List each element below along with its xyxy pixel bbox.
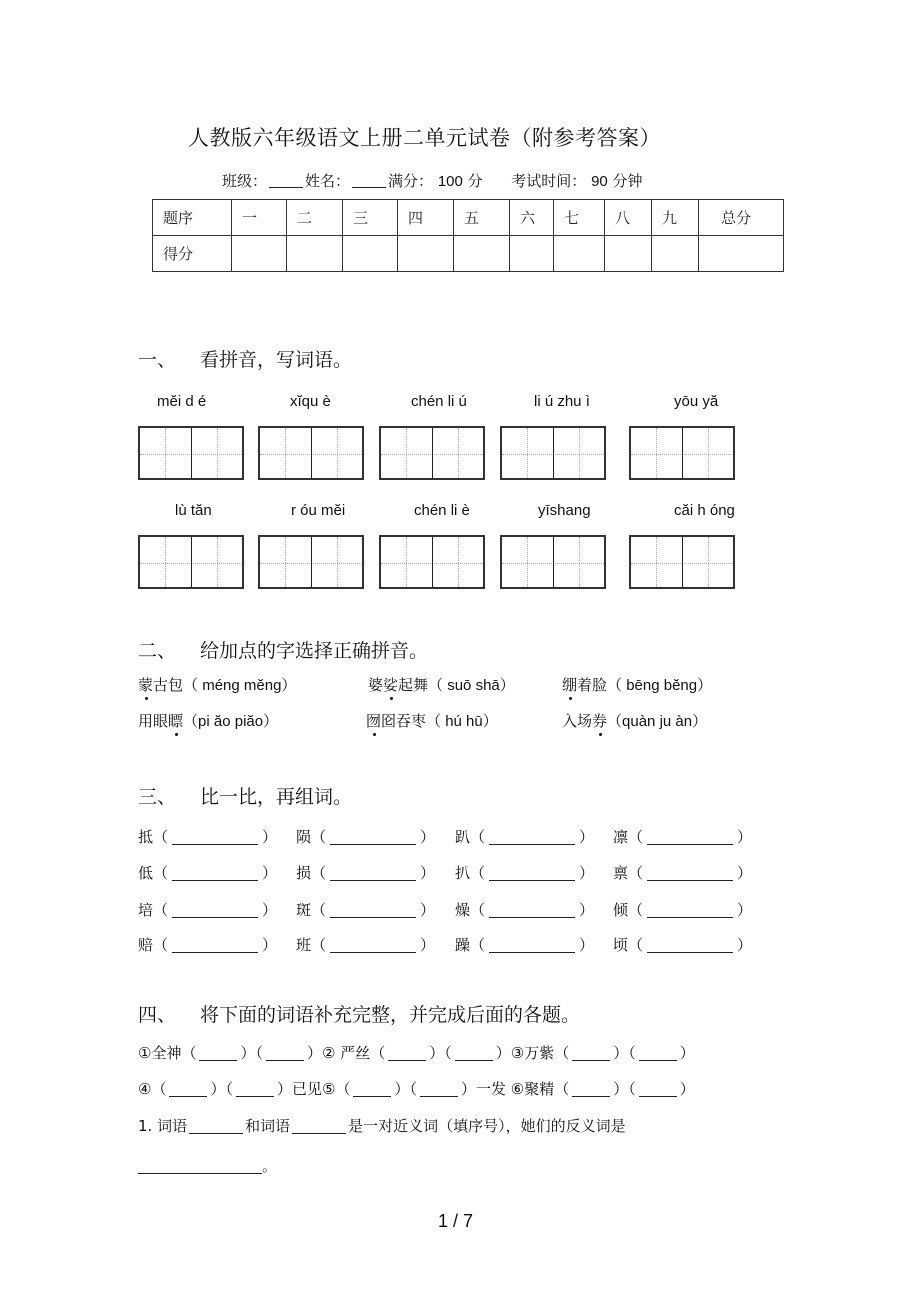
section-3-heading [138,782,352,809]
idiom-blank[interactable] [572,1096,610,1097]
pinyin-label: yīshang [538,502,591,519]
pinyin-label: li ú zhu ì [534,393,590,410]
header-cell: 总分 [699,200,784,236]
word-text: 囵吞枣 [381,712,427,730]
character: 倾 [613,901,629,919]
name-label: 姓名： [305,172,351,190]
section-title: 比一比，再组词。 [200,786,353,808]
idiom-blank[interactable] [388,1060,426,1061]
score-cell[interactable] [605,236,652,272]
pinyin-choice-item [562,710,707,731]
character: 培 [138,901,154,919]
pinyin-options[interactable]: （ méng mĕng） [183,677,297,694]
idiom-blank[interactable] [572,1060,610,1061]
word-text: 婆 [368,676,384,694]
score-cell[interactable] [398,236,454,272]
writing-grid[interactable] [500,535,606,589]
compare-item: 培（ ） [138,901,278,919]
idiom-line-1: ①全神（ ）（ ）② 严丝（ ）（ ）③万紫（ ）（ ） [138,1044,695,1062]
pinyin-label: chén li è [414,502,470,519]
pinyin-options[interactable]: （ bēng bĕng） [607,677,713,694]
time-unit: 分钟 [612,172,643,190]
section-number: 一、 [138,349,177,371]
dotted-character: 囫 [366,712,382,730]
idiom-blank[interactable] [420,1096,458,1097]
header-cell: 二 [287,200,343,236]
score-cell[interactable] [343,236,398,272]
writing-grid[interactable] [258,426,364,480]
antonym-blank[interactable] [138,1173,262,1174]
pinyin-options[interactable]: （ suō shā） [428,677,515,694]
header-cell: 六 [510,200,554,236]
pinyin-choice-item [562,674,712,695]
full-score-unit: 分 [467,172,483,190]
answer-blank[interactable] [189,1133,243,1134]
writing-grid[interactable] [138,426,244,480]
character: 斑 [296,901,312,919]
section-number: 四、 [138,1004,177,1026]
dotted-character: 瞟 [168,712,184,730]
section-title: 将下面的词语补充完整，并完成后面的各题。 [200,1004,581,1026]
time-label: 考试时间： [511,172,587,190]
pinyin-choice-item [366,710,498,731]
writing-grid[interactable] [629,535,735,589]
score-row-label: 得分 [153,236,232,272]
compare-item: 扒（ ） [455,864,595,882]
word-blank[interactable] [330,917,416,918]
full-score-value: 100 [437,173,463,190]
idiom-blank[interactable] [236,1096,274,1097]
score-cell[interactable] [699,236,784,272]
dotted-character: 蒙 [138,676,154,694]
header-cell: 七 [554,200,605,236]
character: 赔 [138,936,154,954]
idiom-blank[interactable] [639,1060,677,1061]
pinyin-label: căi h óng [674,502,735,519]
score-cell[interactable] [287,236,343,272]
full-score-label: 满分： [388,172,434,190]
character: 班 [296,936,312,954]
character: 损 [296,864,312,882]
time-value: 90 [591,173,608,190]
header-cell: 题序 [153,200,232,236]
pinyin-options[interactable]: （quàn ju àn） [607,713,708,730]
question-text: 和词语 [245,1117,291,1135]
character: 抵 [138,828,154,846]
score-cell[interactable] [232,236,287,272]
section-2-heading [138,636,428,663]
pinyin-label: mĕi d é [157,393,207,410]
compare-item: 斑（ ） [296,901,436,919]
character: 禀 [613,864,629,882]
idiom-text: ①全神 [138,1044,182,1062]
character: 趴 [455,828,471,846]
pinyin-label: xĭqu è [290,393,331,410]
idiom-blank[interactable] [169,1096,207,1097]
writing-grid[interactable] [379,535,485,589]
word-blank[interactable] [489,917,575,918]
page-number: 1 / 7 [438,1211,474,1231]
idiom-text: ④ [138,1080,152,1098]
character: 顷 [613,936,629,954]
score-cell[interactable] [554,236,605,272]
word-blank[interactable] [330,844,416,845]
question-1-answer-line [138,1155,277,1176]
writing-grid[interactable] [258,535,364,589]
character: 躁 [455,936,471,954]
dotted-character: 券 [592,712,608,730]
pinyin-options[interactable]: （ hú hū） [426,713,498,730]
word-blank[interactable] [647,880,733,881]
compare-item: 燥（ ） [455,901,595,919]
pinyin-choice-item [138,710,278,731]
idiom-blank[interactable] [455,1060,493,1061]
section-title: 看拼音，写词语。 [200,349,353,371]
compare-item: 倾（ ） [613,901,753,919]
word-blank[interactable] [489,844,575,845]
period: 。 [262,1157,278,1175]
header-cell: 五 [454,200,510,236]
writing-grid[interactable] [500,426,606,480]
word-blank[interactable] [647,952,733,953]
word-text: 着脸 [577,676,608,694]
idiom-text: ③万紫 [510,1044,555,1062]
word-blank[interactable] [489,880,575,881]
document-title: 人教版六年级语文上册二单元试卷（附参考答案） [188,126,661,150]
compare-item: 顷（ ） [613,936,753,954]
section-number: 二、 [138,640,177,662]
idiom-line-2: ④（ ）（ ）已见⑤（ ）（ ）一发 ⑥聚精（ ）（ ） [138,1080,695,1098]
compare-item: 损（ ） [296,864,436,882]
compare-item: 赔（ ） [138,936,278,954]
header-cell: 八 [605,200,652,236]
section-number: 三、 [138,786,177,808]
word-blank[interactable] [489,952,575,953]
dotted-character: 绷 [562,676,578,694]
idiom-text: 已见⑤ [292,1080,336,1098]
character: 低 [138,864,154,882]
idiom-blank[interactable] [353,1096,391,1097]
question-text: 1. 词语 [138,1117,188,1135]
word-blank[interactable] [172,952,258,953]
compare-item: 躁（ ） [455,936,595,954]
score-cell[interactable] [652,236,699,272]
header-cell: 三 [343,200,398,236]
class-label: 班级： [222,172,268,190]
header-cell: 一 [232,200,287,236]
word-blank[interactable] [330,952,416,953]
pinyin-options[interactable]: （pi ăo piăo） [183,713,279,730]
question-text: 是一对近义词（填序号），她们的反义词是 [348,1117,626,1135]
writing-grid[interactable] [629,426,735,480]
word-text: 用眼 [138,712,169,730]
score-table [152,199,784,272]
score-table-score-row [153,236,784,272]
answer-blank[interactable] [292,1133,346,1134]
character: 凛 [613,828,629,846]
pinyin-choice-item [368,674,515,695]
header-cell: 四 [398,200,454,236]
pinyin-label: chén li ú [411,393,467,410]
writing-grid[interactable] [379,426,485,480]
compare-item: 趴（ ） [455,828,595,846]
name-blank[interactable] [352,187,386,188]
class-blank[interactable] [269,187,303,188]
word-text: 古包 [153,676,184,694]
question-1 [138,1115,626,1136]
section-1-heading [138,345,352,372]
idiom-text: 一发 ⑥聚精 [476,1080,555,1098]
word-blank[interactable] [172,844,258,845]
score-table-header-row [153,200,784,236]
idiom-text: ② 严丝 [322,1044,371,1062]
exam-info-line [222,170,643,191]
dotted-character: 娑 [383,676,399,694]
word-text: 起舞 [398,676,429,694]
word-blank[interactable] [172,880,258,881]
compare-item: 抵（ ） [138,828,278,846]
character: 扒 [455,864,471,882]
score-cell[interactable] [454,236,510,272]
compare-item: 陨（ ） [296,828,436,846]
idiom-blank[interactable] [199,1060,237,1061]
character: 陨 [296,828,312,846]
compare-item: 禀（ ） [613,864,753,882]
pinyin-choice-item [138,674,296,695]
score-cell[interactable] [510,236,554,272]
compare-item: 班（ ） [296,936,436,954]
word-blank[interactable] [647,844,733,845]
word-blank[interactable] [330,880,416,881]
compare-item: 凛（ ） [613,828,753,846]
header-cell: 九 [652,200,699,236]
word-text: 入场 [562,712,593,730]
pinyin-label: yōu yă [674,393,719,410]
pinyin-label: lù tăn [175,502,212,519]
pinyin-label: r óu mĕi [291,502,346,519]
idiom-blank[interactable] [266,1060,304,1061]
compare-item: 低（ ） [138,864,278,882]
section-title: 给加点的字选择正确拼音。 [200,640,429,662]
writing-grid[interactable] [138,535,244,589]
word-blank[interactable] [172,917,258,918]
character: 燥 [455,901,471,919]
word-blank[interactable] [647,917,733,918]
section-4-heading [138,1000,580,1027]
idiom-blank[interactable] [639,1096,677,1097]
